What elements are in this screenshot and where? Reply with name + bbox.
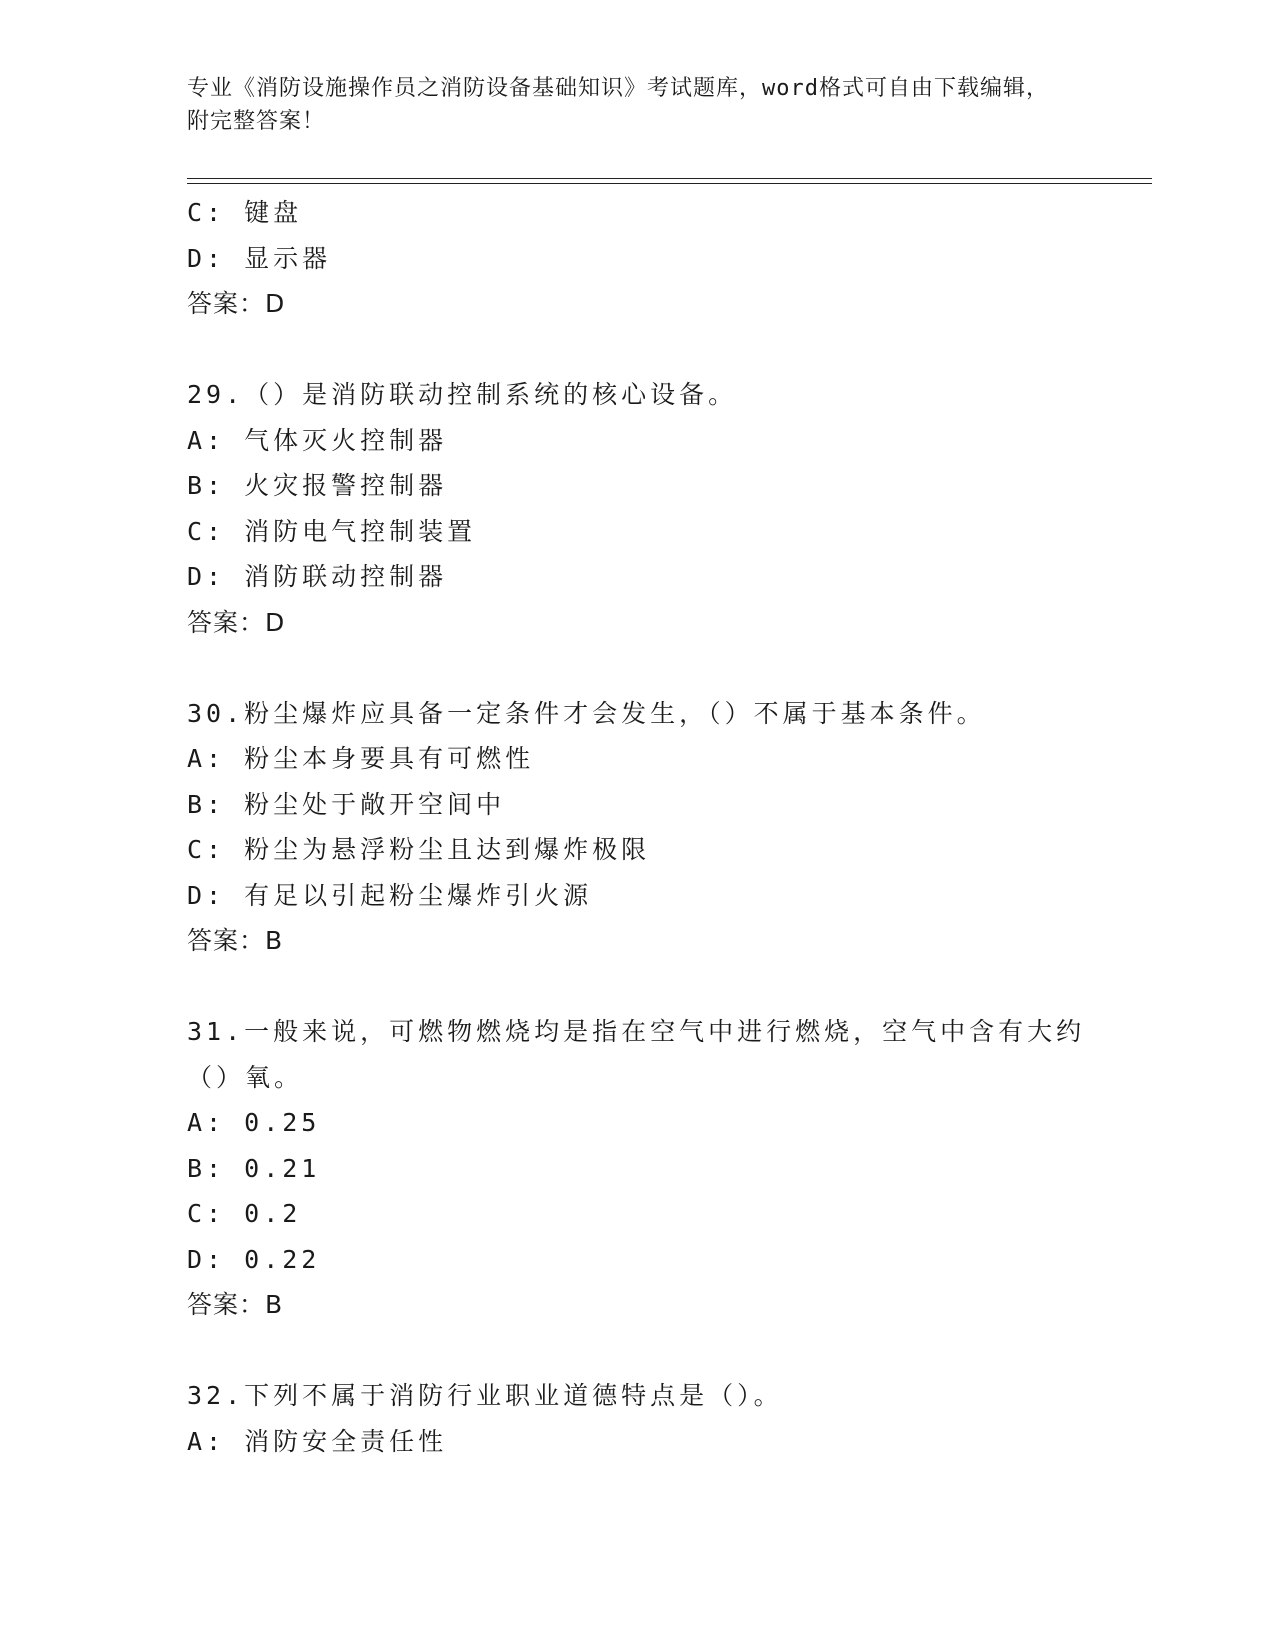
answer-line: 答案：B xyxy=(187,1290,284,1319)
question-stem-30: 30.粉尘爆炸应具备一定条件才会发生，（）不属于基本条件。 xyxy=(187,698,986,728)
spacer xyxy=(187,645,1107,691)
option-b: B: 粉尘处于敞开空间中 xyxy=(187,789,506,819)
question-stem-32: 32.下列不属于消防行业职业道德特点是（）。 xyxy=(187,1381,783,1410)
option-a: A: 粉尘本身要具有可燃性 xyxy=(187,744,535,773)
option-a: A: 消防安全责任性 xyxy=(187,1426,448,1456)
question-list xyxy=(187,190,1107,1464)
question-stem-31-line1: 31.一般来说，可燃物燃烧均是指在空气中进行燃烧，空气中含有大约 xyxy=(187,1017,1086,1046)
answer-line: 答案：D xyxy=(187,607,286,637)
option-b: B: 火灾报警控制器 xyxy=(187,471,448,500)
option-d: D: 有足以引起粉尘爆炸引火源 xyxy=(187,880,593,910)
option-d: D: 显示器 xyxy=(187,243,332,273)
option-d: D: 消防联动控制器 xyxy=(187,562,448,591)
answer-line: 答案：D xyxy=(187,289,286,318)
answer-line: 答案：B xyxy=(187,926,284,955)
option-d: D: 0.22 xyxy=(187,1244,321,1274)
spacer xyxy=(187,327,1107,373)
option-c: C: 键盘 xyxy=(187,198,303,227)
header-rule-bottom xyxy=(187,183,1152,184)
option-a: A: 0.25 xyxy=(187,1108,321,1137)
option-b: B: 0.21 xyxy=(187,1153,321,1183)
option-a: A: 气体灭火控制器 xyxy=(187,425,448,455)
header-rule-top xyxy=(187,178,1152,179)
option-c: C: 消防电气控制装置 xyxy=(187,516,477,546)
header-text: 专业《消防设施操作员之消防设备基础知识》考试题库，word格式可自由下载编辑，附完整答案！ xyxy=(187,76,1049,134)
question-stem-29: 29.（）是消防联动控制系统的核心设备。 xyxy=(187,380,738,409)
document-header xyxy=(187,72,1067,138)
question-stem-31-line2: （）氧。 xyxy=(187,1062,304,1092)
option-c: C: 0.2 xyxy=(187,1199,302,1228)
spacer xyxy=(187,964,1107,1010)
spacer xyxy=(187,1328,1107,1374)
option-c: C: 粉尘为悬浮粉尘且达到爆炸极限 xyxy=(187,835,651,864)
